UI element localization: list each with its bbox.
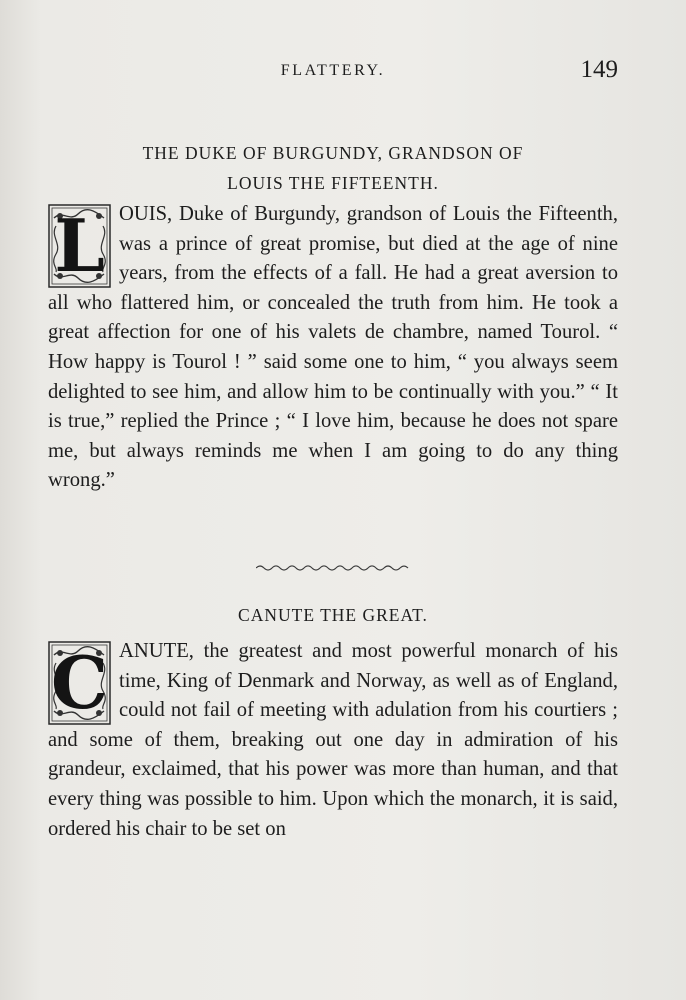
drop-cap-letter: L [54, 203, 105, 289]
drop-cap-letter: C [50, 640, 109, 726]
story-heading-line: LOUIS THE FIFTEENTH. [227, 173, 439, 193]
story-paragraph: ANUTE, the greatest and most powerful monarch of his time, King of Denmark and Norway, as well as of England, could not fail of meeting with adulation from his courtiers ; and some of them, breaking out one day in admiration of his grandeur, exclaimed, that his power was more than human, and that every thing was possible to him. Upon which the monarch, it is said, ordered his chair to be set on [48, 640, 618, 840]
drop-cap-ornament-icon [48, 641, 111, 725]
story-heading-line: CANUTE THE GREAT. [238, 605, 428, 625]
story-body-canute [48, 637, 618, 844]
page-number: 149 [580, 56, 618, 83]
story-heading-line: THE DUKE OF BURGUNDY, GRANDSON OF [142, 143, 524, 163]
story-paragraph: OUIS, Duke of Burgundy, grandson of Louis the Fifteenth, was a prince of great promise, but died at the age of nine years, from the effects of a fall. He had a great aversion to all who flattered him, or concealed the truth from him. He took a great affection for one of his valets de chambre, named Tourol. “ How happy is Tourol ! ” said some one to him, “ you always seem delighted to see him, and allow him to be continually with you.” “ It is true,” replied the Prince ; “ I love him, because he does not spare me, but always reminds me when I am going to do any thing wrong.” [48, 203, 618, 492]
story-heading-canute [48, 600, 618, 630]
story-heading-burgundy [48, 138, 618, 198]
running-title: FLATTERY. [280, 62, 386, 79]
drop-cap-ornament-icon [48, 204, 111, 288]
section-divider-icon [256, 562, 410, 574]
story-body-burgundy [48, 200, 618, 496]
running-head [48, 56, 618, 90]
